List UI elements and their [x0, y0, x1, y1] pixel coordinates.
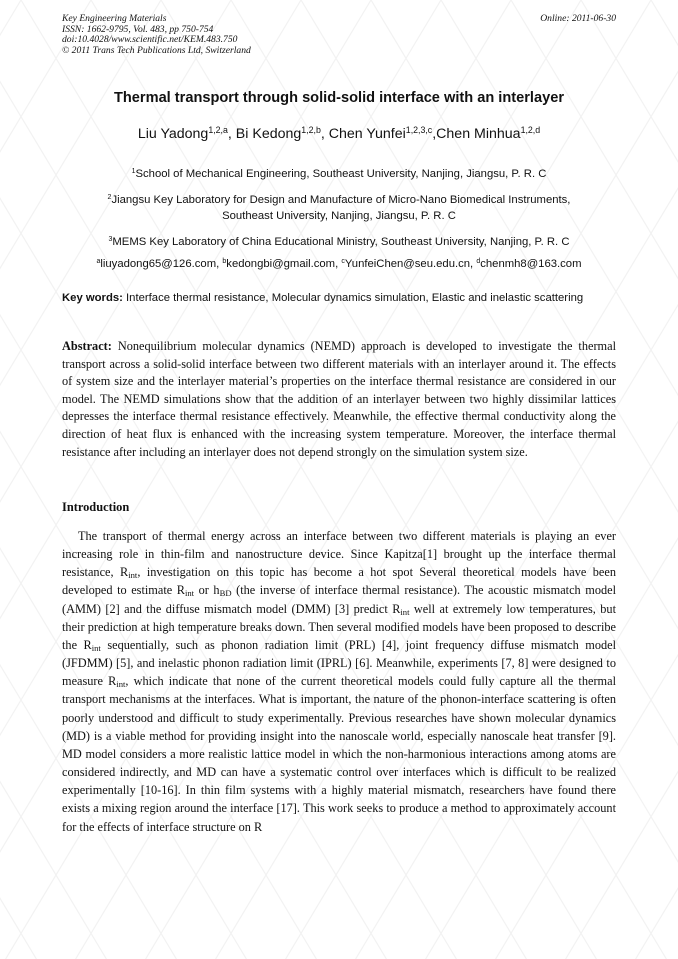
intro-subscript: int [128, 570, 138, 581]
watermark-line [0, 0, 36, 959]
email-address: chenmh8@163.com [480, 258, 582, 270]
author-affiliation-mark: 1,2,a [208, 125, 228, 136]
affiliation-1 [62, 166, 616, 182]
paper-title: Thermal transport through solid-solid interface with an interlayer [113, 90, 565, 106]
intro-subscript: BD [219, 588, 232, 599]
author-affiliation-mark: 1,2,3,c [405, 125, 433, 136]
intro-subscript: int [91, 643, 101, 654]
email-separator: , [335, 258, 342, 270]
affiliation-mark: 1 [131, 168, 136, 176]
journal-issn: ISSN: 1662-9795, Vol. 483, pp 750-754 [62, 23, 214, 35]
abstract [62, 338, 616, 461]
journal-name: Key Engineering Materials [62, 13, 167, 24]
email-address: YunfeiChen@seu.edu.cn [344, 258, 471, 270]
watermark-line [651, 0, 678, 959]
email-mark: c [341, 258, 345, 266]
intro-text: well at extremely low temperatures, but their prediction at high temperature breaks down. Then several modified models have been proposed to describe the R [62, 601, 616, 652]
author-name: Bi Kedong [235, 126, 302, 142]
email-mark: d [476, 258, 481, 266]
intro-text: , investigation on this topic has become a hot spot Several theoretical models have been developed to estimate R [62, 565, 616, 598]
affiliation-2 [62, 192, 616, 224]
email-address: liuyadong65@126.com [100, 258, 217, 270]
affiliation-mark: 3 [108, 236, 113, 244]
author-affiliation-mark: 1,2,b [301, 125, 321, 136]
watermark-line [636, 0, 678, 959]
journal-copyright: © 2011 Trans Tech Publications Ltd, Switzerland [62, 44, 251, 56]
affiliation-mark: 2 [107, 194, 112, 202]
keywords-text: Interface thermal resistance, Molecular dynamics simulation, Elastic and inelastic scattering [122, 292, 584, 304]
author-emails [62, 258, 616, 270]
affiliation-text: School of Mechanical Engineering, Southeast University, Nanjing, Jiangsu, P. R. C [135, 168, 547, 180]
intro-subscript: int [116, 679, 126, 690]
intro-subscript: int [400, 606, 410, 617]
author-list [62, 126, 616, 142]
affiliation-text: Jiangsu Key Laboratory for Design and Manufacture of Micro-Nano Biomedical Instruments, [111, 194, 571, 206]
author-name: Liu Yadong [137, 126, 209, 142]
section-heading-introduction: Introduction [62, 500, 130, 514]
intro-text: , which indicate that none of the current theoretical models could fully capture all the thermal transport mechanisms at the interfaces. What is important, the nature of the phonon-interface scattering is often poorly understood and difficult to study experimentally. Previous researches have shown molecular dynamics (MD) is a viable method for providing insight into the nanoscale world, especially nanoscale heat transfer [9]. MD model considers a more realistic lattice model in which the non-harmonious interactions among atoms are considered indirectly, and MD can have a systematic control over interfaces which is difficult to be realized experimentally [10-16]. In thin film systems with a highly material mismatch, researchers have found there exists a mixing region around the interface [17]. This work seeks to produce a method to approximately account for the effects of interface structure on R [62, 674, 616, 834]
author-name: Chen Minhua [436, 126, 521, 142]
email-mark: b [222, 258, 227, 266]
keywords-label: Key words: [62, 292, 123, 304]
intro-text: (the inverse of interface thermal resistance). The acoustic mismatch model (AMM) [2] and the diffuse mismatch model (DMM) [3] predict R [62, 583, 617, 616]
journal-header [62, 14, 616, 56]
intro-text: sequentially, such as phonon radiation limit (PRL) [4], joint frequency diffuse mismatch model (JFDMM) [5], and inelastic phonon radiation limit (IPRL) [6]. Meanwhile, experiments [7, 8] were designed to measure R [62, 637, 616, 689]
email-separator: , [470, 258, 477, 270]
online-date: Online: 2011-06-30 [540, 13, 616, 24]
introduction-paragraph [62, 527, 616, 836]
keywords [62, 290, 616, 307]
affiliation-text: MEMS Key Laboratory of China Educational Ministry, Southeast University, Nanjing, P. R. C [112, 236, 570, 248]
journal-doi: doi:10.4028/www.scientific.net/KEM.483.750 [62, 34, 238, 46]
intro-subscript: int [184, 588, 195, 599]
author-separator: , [227, 126, 236, 142]
email-separator: , [216, 258, 223, 270]
author-separator: , [432, 126, 437, 142]
affiliation-3 [62, 234, 616, 250]
intro-text: The transport of thermal energy across an interface between two different materials is playing an ever increasing role in thin-film and nanostructure device. Since Kapitza[1] brought up the interface thermal resistance, R [62, 529, 616, 580]
abstract-label: Abstract: [62, 339, 112, 353]
abstract-text: Nonequilibrium molecular dynamics (NEMD) approach is developed to investigate the thermal transport across a solid-solid interface between two different materials with an interlayer around it. The effects of system size and the interlayer material’s properties on the interface thermal resistance are considered in our model. The NEMD simulations show that the addition of an interlayer between two highly dissimilar lattices depresses the interface thermal resistance effectively. Meanwhile, the effective thermal conductivity along the direction of heat flux is enhanced with the increasing system temperature. Moreover, the interface thermal resistance after including an interlayer does not depend strongly on the simulation system size. [62, 339, 616, 459]
affiliation-text-cont: Southeast University, Nanjing, Jiangsu, P. R. C [222, 210, 456, 222]
author-name: Chen Yunfei [328, 126, 406, 142]
watermark-line [0, 0, 21, 959]
author-affiliation-mark: 1,2,d [520, 125, 541, 136]
author-separator: , [320, 126, 329, 142]
email-address: kedongbi@gmail.com [226, 258, 336, 270]
email-mark: a [96, 258, 101, 266]
intro-text: or h [194, 583, 220, 598]
